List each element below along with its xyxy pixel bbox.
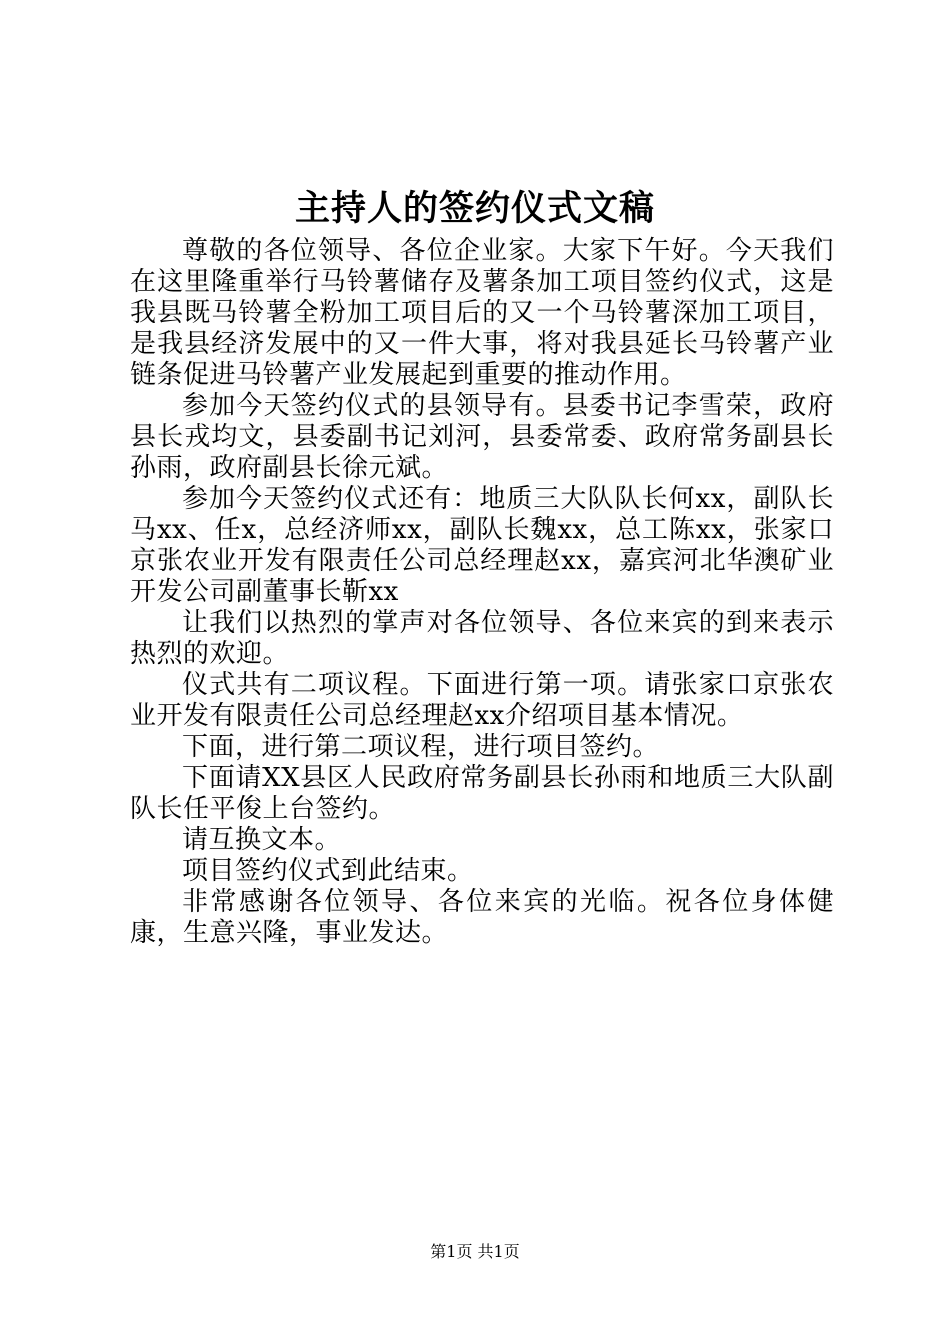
- paragraph-other-attendees: 参加今天签约仪式还有：地质三大队队长何xx，副队长马xx、任x，总经济师xx，副队长魏xx，总工陈xx，张家口京张农业开发有限责任公司总经理赵xx，嘉宾河北华澳矿业开发公司副董事长靳xx: [130, 484, 834, 607]
- page-footer: 第1页 共1页: [430, 1242, 520, 1261]
- paragraph-welcome: 让我们以热烈的掌声对各位领导、各位来宾的到来表示热烈的欢迎。: [130, 608, 834, 669]
- paragraph-opening: 尊敬的各位领导、各位企业家。大家下午好。今天我们在这里隆重举行马铃薯储存及薯条加工项目签约仪式，这是我县既马铃薯全粉加工项目后的又一个马铃薯深加工项目，是我县经济发展中的又一件大事，将对我县延长马铃薯产业链条促进马铃薯产业发展起到重要的推动作用。: [130, 236, 834, 390]
- paragraph-agenda-item-one: 仪式共有二项议程。下面进行第一项。请张家口京张农业开发有限责任公司总经理赵xx介绍项目基本情况。: [130, 670, 834, 731]
- paragraph-closing-thanks: 非常感谢各位领导、各位来宾的光临。祝各位身体健康，生意兴隆，事业发达。: [130, 887, 834, 948]
- document-body: [130, 236, 834, 949]
- paragraph-signing: 下面请XX县区人民政府常务副县长孙雨和地质三大队副队长任平俊上台签约。: [130, 763, 834, 824]
- paragraph-county-leaders: 参加今天签约仪式的县领导有。县委书记李雪荣，政府县长戎均文，县委副书记刘河，县委常委、政府常务副县长孙雨，政府副县长徐元斌。: [130, 391, 834, 483]
- document-title: 主持人的签约仪式文稿: [294, 188, 655, 229]
- paragraph-conclusion: 项目签约仪式到此结束。: [182, 856, 474, 886]
- paragraph-agenda-item-two: 下面，进行第二项议程，进行项目签约。: [182, 732, 660, 762]
- paragraph-exchange-documents: 请互换文本。: [182, 825, 342, 855]
